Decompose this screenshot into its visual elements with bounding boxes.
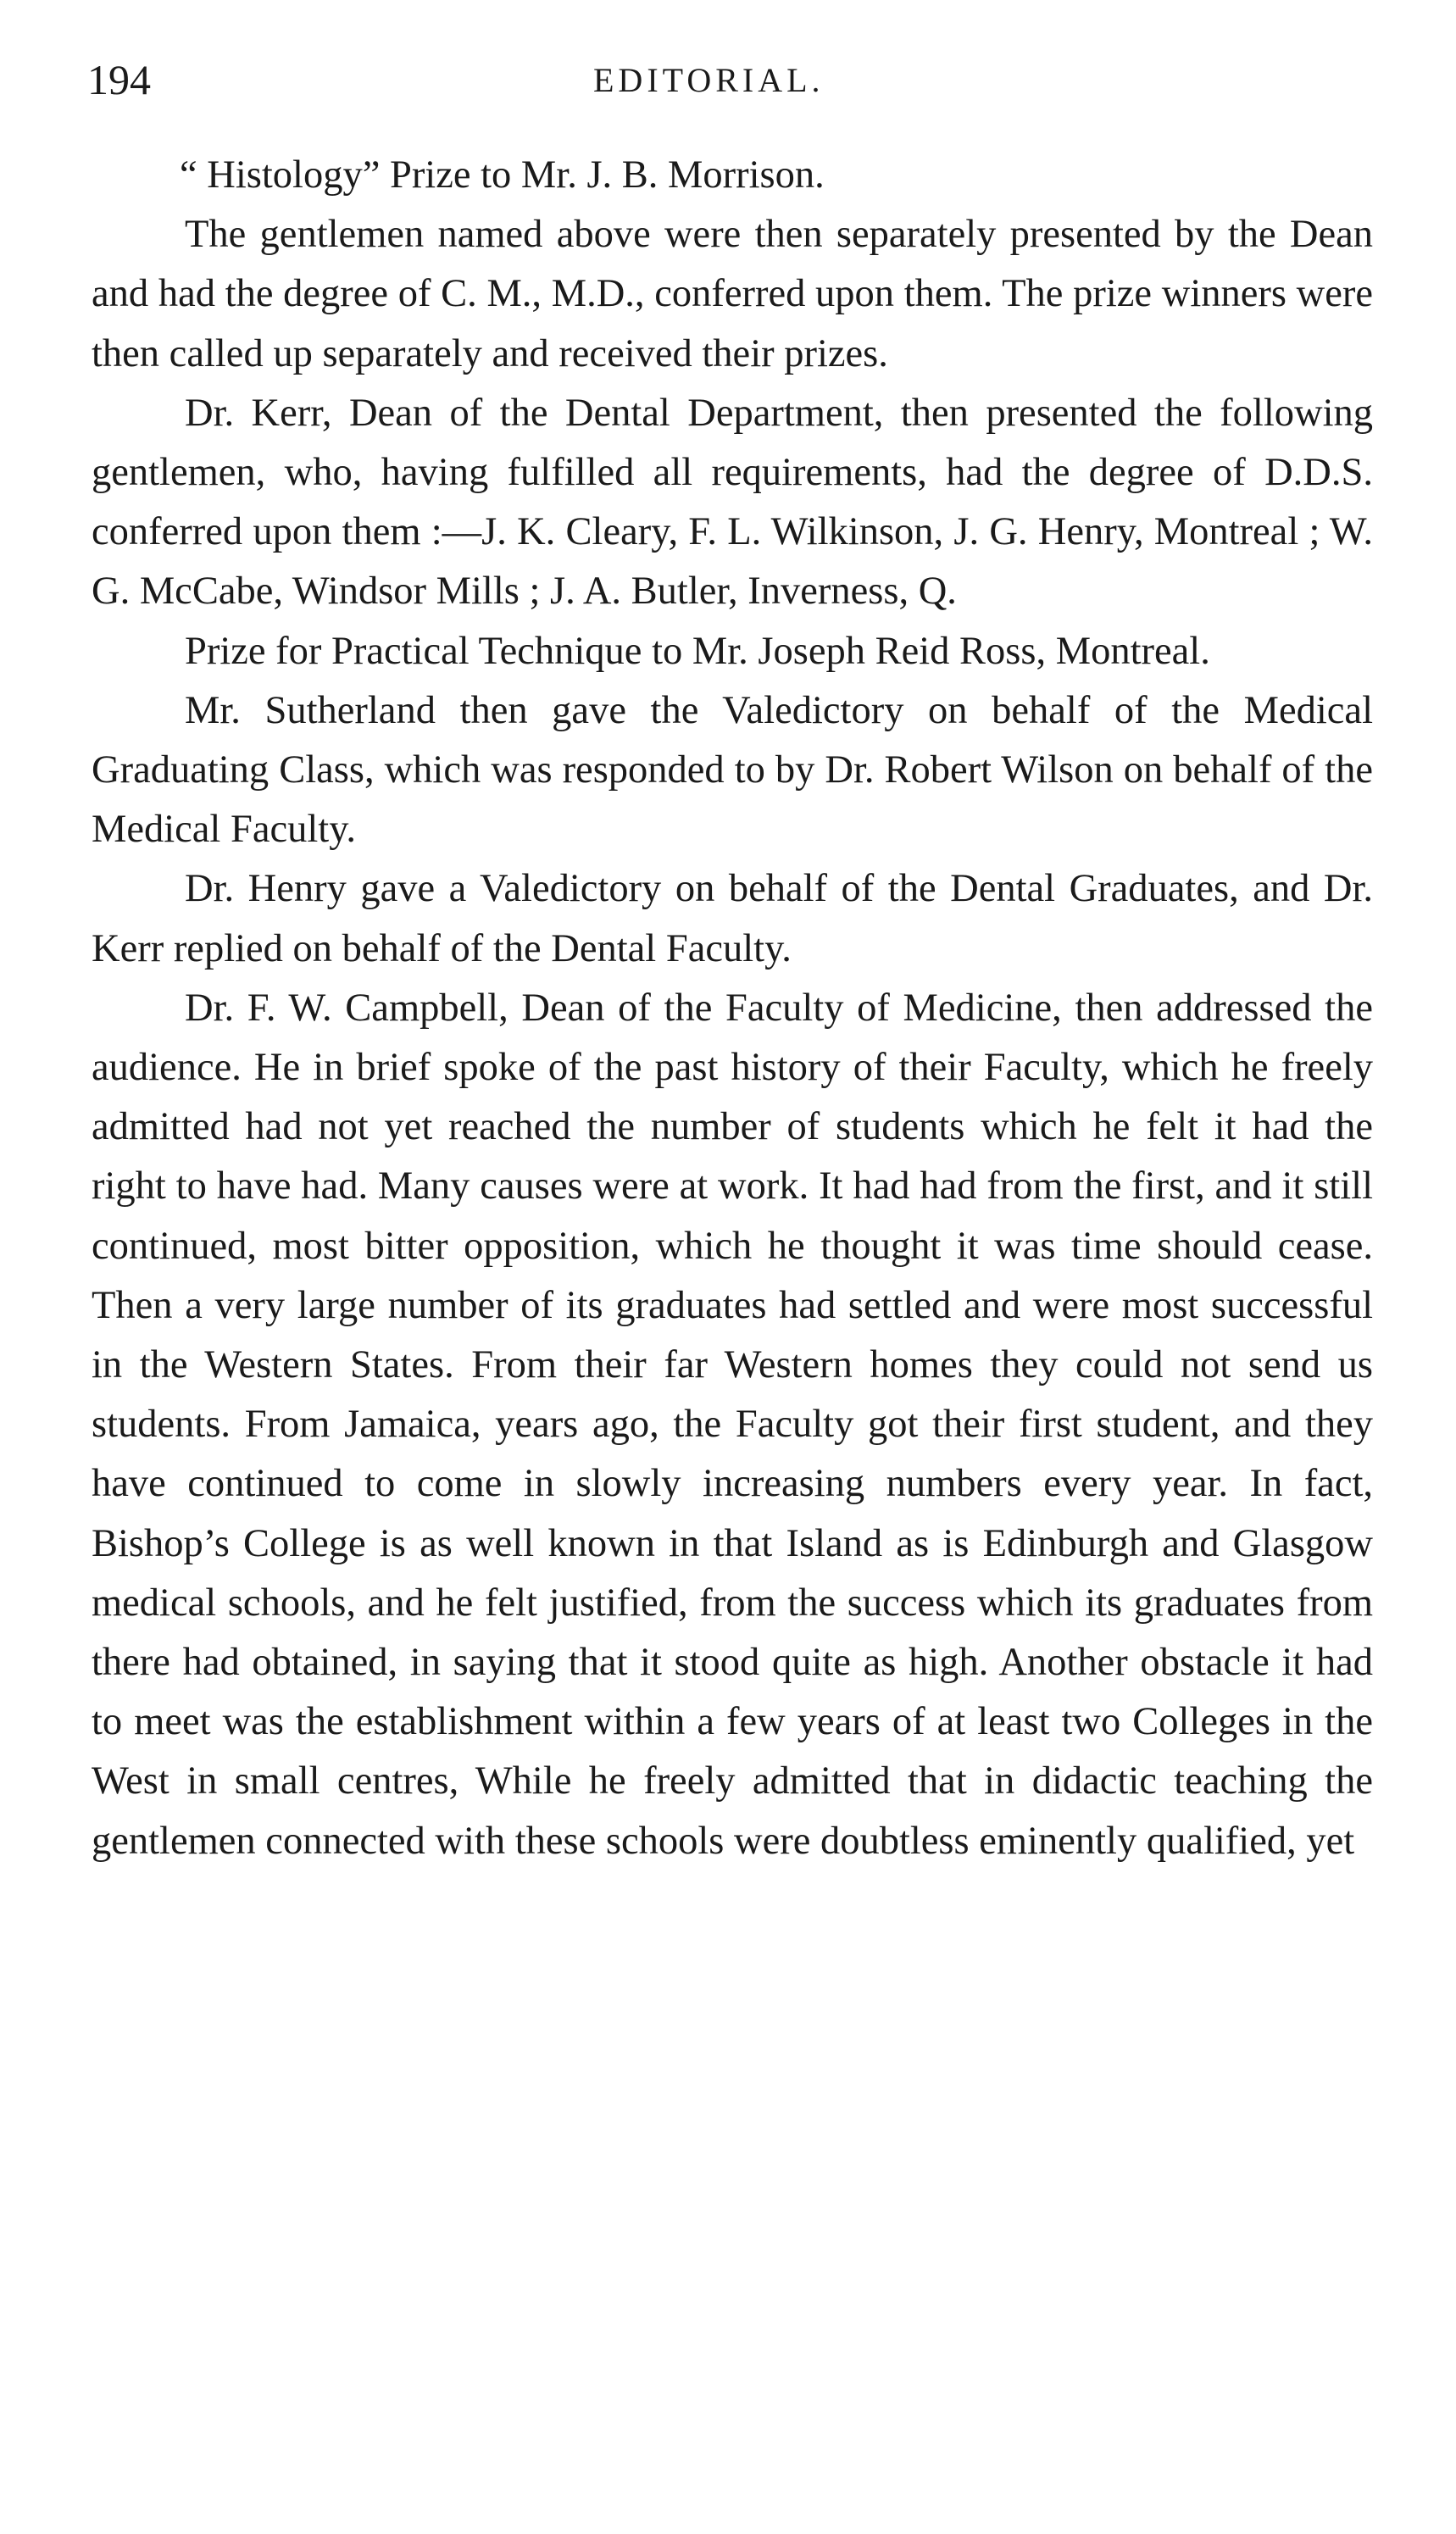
page-number: 194 (87, 56, 151, 103)
running-head: EDITORIAL. (593, 61, 825, 99)
paragraph-dean-address: Dr. F. W. Campbell, Dean of the Faculty of Medicine, then addressed the audience. He in brief spoke of the past history of their Faculty, which he freely admitted had not yet reached the number of students which he felt it had the right to have had. Many causes were at work. It had had from the first, and it still continued, most bitter opposition, which he thought it was time should cease. Then a very large number of its graduates had settled and were most successful in the Western States. From their far Western homes they could not send us students. From Jamaica, years ago, the Faculty got their first student, and they have continued to come in slowly increasing numbers every year. In fact, Bishop’s College is as well known in that Island as is Edinburgh and Glasgow medical schools, and he felt justified, from the success which its graduates from there had obtained, in saying that it stood quite as high. Another obstacle it had to meet was the establishment within a few years of at least two Colleges in the West in small centres, While he freely admitted that in didactic teaching the gentlemen connected with these schools were doubtless eminently qualified, yet (92, 986, 1373, 1863)
paragraph-degree-conferred: The gentlemen named above were then separately presented by the Dean and had the degree of C. M., M.D., conferred upon them. The prize winners were then called up separately and received their prizes. (92, 213, 1373, 375)
body-text (92, 146, 1373, 1871)
paragraph-dental-graduates: Dr. Kerr, Dean of the Dental Department, then presented the following gentlemen, who, having fulfilled all requirements, had the degree of D.D.S. conferred upon them :—J. K. Cleary, F. L. Wilkinson, J. G. Henry, Montreal ; W. G. McCabe, Windsor Mills ; J. A. Butler, Inverness, Q. (92, 391, 1373, 614)
paragraph-histology-prize: “ Histology” Prize to Mr. J. B. Morrison. (180, 153, 825, 197)
paragraph-technique-prize: Prize for Practical Technique to Mr. Joseph Reid Ross, Montreal. (185, 629, 1210, 673)
paragraph-medical-valedictory: Mr. Sutherland then gave the Valedictory on behalf of the Medical Graduating Class, which was responded to by Dr. Robert Wilson on behalf of the Medical Faculty. (92, 688, 1373, 852)
paragraph-dental-valedictory: Dr. Henry gave a Valedictory on behalf of the Dental Graduates, and Dr. Kerr replied on behalf of the Dental Faculty. (92, 867, 1373, 970)
